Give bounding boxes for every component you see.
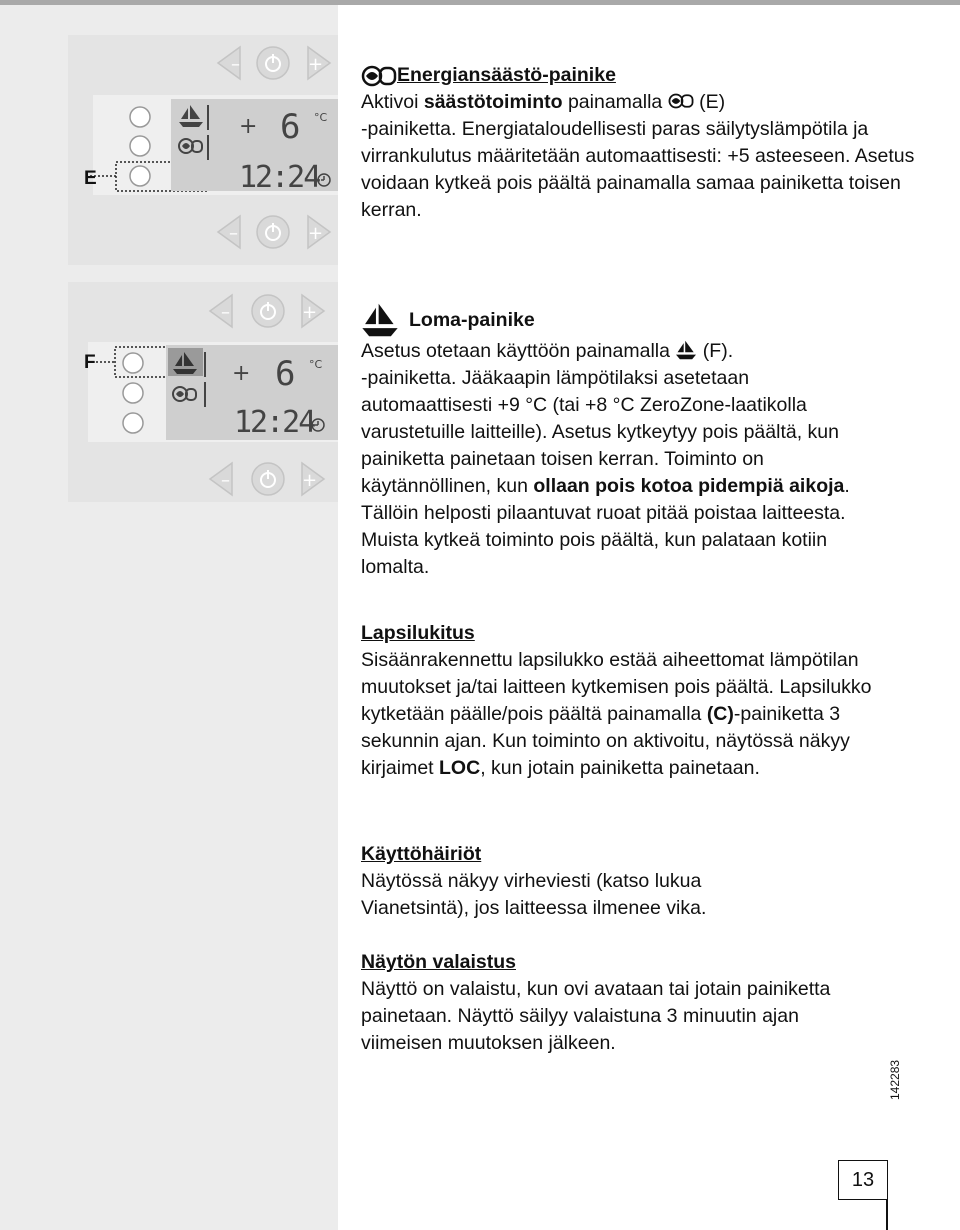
svg-text:+: +: [239, 114, 258, 139]
svg-text:+: +: [302, 470, 318, 491]
svg-text:–: –: [231, 54, 240, 75]
lcd-temperature: 6: [280, 107, 301, 147]
energy-title: Energiansäästö-painike: [397, 64, 616, 86]
svg-text:–: –: [221, 302, 230, 323]
svg-text:–: –: [229, 223, 238, 244]
childlock-body: Sisäänrakennettu lapsilukko estää aiheettomat lämpötilan muutokset ja/tai laitteen kytkemisen pois päältä. Lapsilukko kytketään päälle/pois päältä painamalla (C)-painiketta 3 sekunnin ajan. Kun toiminto on aktivoitu, näytössä näkyy kirjaimet LOC, kun jotain painiketta painetaan.: [361, 649, 872, 779]
lcd-unit: °C: [314, 111, 328, 124]
faults-title: Käyttöhäiriöt: [361, 843, 482, 865]
eco-icon: [668, 91, 694, 111]
panel-label-e: E: [84, 168, 97, 189]
energy-heading: [361, 62, 921, 89]
document-number: 142283: [888, 1059, 902, 1100]
bottom-control-row-f: [210, 463, 324, 495]
top-control-row-e: [218, 47, 330, 79]
power-icon: [257, 47, 289, 79]
button-circle-1: [130, 107, 150, 127]
svg-text:+: +: [232, 361, 251, 386]
control-panel-e: [68, 35, 338, 265]
svg-text:+: +: [302, 302, 318, 323]
holiday-heading: [361, 302, 876, 338]
holiday-body: Asetus otetaan käyttöön painamalla (F). -painiketta. Jääkaapin lämpötilaksi asetetaan automaattisesti +9 °C (tai +8 °C ZeroZone-laatikolla varustetuille laitteille). Asetus kytkeytyy pois päältä, kun painiketta painetaan toisen kerran. Toiminto on käytännöllinen, kun ollaan pois kotoa pidempiä aikoja. Tällöin helposti pilaantuvat ruoat pitää poistaa laitteesta. Muista kytkeä toiminto pois päältä, kun palataan kotiin lomalta.: [361, 340, 850, 578]
energy-body: Aktivoi säästötoiminto painamalla (E) -painiketta. Energiataloudellisesti paras säilytyslämpötila ja virrankulutus määritetään automaattisesti: +5 asteeseen. Asetus voidaan kytkeä pois päältä painamalla samaa painiketta toisen kerran.: [361, 91, 915, 221]
childlock-title: Lapsilukitus: [361, 622, 475, 644]
control-panel-f: [68, 282, 338, 502]
lcd-unit: °C: [309, 358, 323, 371]
panel-label-f: F: [84, 352, 96, 373]
bottom-control-row-e: [218, 216, 330, 248]
lcd-time: 12:24: [234, 405, 315, 440]
button-circle-3: [130, 166, 150, 186]
lcd-temperature: 6: [275, 354, 296, 394]
svg-text:+: +: [308, 54, 324, 75]
display-light-body: Näyttö on valaistu, kun ovi avataan tai jotain painiketta painetaan. Näyttö säilyy valaistuna 3 minuutin ajan viimeisen muutoksen jälkeen.: [361, 978, 831, 1054]
childlock-section: [361, 620, 901, 782]
faults-body: Näytössä näkyy virheviesti (katso lukua Vianetsintä), jos laitteessa ilmenee vika.: [361, 870, 707, 919]
lcd-time: 12:24: [239, 160, 320, 195]
svg-text:+: +: [308, 223, 324, 244]
holiday-title: Loma-painike: [409, 308, 535, 331]
eco-icon: [361, 63, 397, 89]
page-number: 13: [838, 1160, 888, 1200]
holiday-section: [361, 302, 876, 581]
faults-section: [361, 841, 781, 922]
sailboat-icon: [675, 340, 697, 360]
svg-text:–: –: [221, 470, 230, 491]
top-control-row-f: [210, 295, 324, 327]
display-light-section: [361, 949, 851, 1057]
button-circle-2: [130, 136, 150, 156]
energy-section: [361, 62, 921, 224]
sailboat-icon: [361, 302, 399, 338]
display-light-title: Näytön valaistus: [361, 951, 516, 973]
